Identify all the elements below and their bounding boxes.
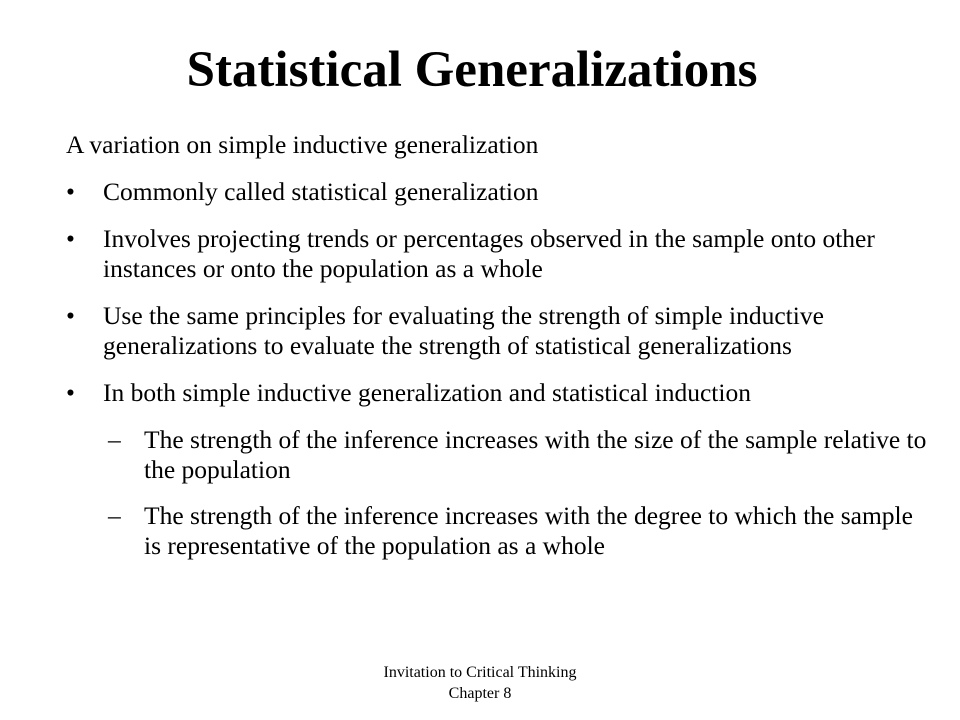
sub-bullet-marker: – <box>108 425 121 454</box>
slide-body <box>66 130 936 577</box>
footer-book-title: Invitation to Critical Thinking <box>383 664 577 681</box>
sub-bullet-text: The strength of the inference increases with the size of the sample relative to the population <box>144 425 927 484</box>
bullet-marker: • <box>66 177 75 206</box>
bullet-text: In both simple inductive generalization and statistical induction <box>103 378 751 407</box>
bullet-marker: • <box>66 301 75 330</box>
slide-title: Statistical Generalizations <box>186 42 758 98</box>
bullet-text: Involves projecting trends or percentages observed in the sample onto other instances or onto the population as a whole <box>103 224 875 283</box>
bullet-marker: • <box>66 378 75 407</box>
intro-text: A variation on simple inductive generalization <box>66 130 539 159</box>
bullet-marker: • <box>66 224 75 253</box>
bullet-item <box>66 301 936 361</box>
bullet-item <box>66 177 936 207</box>
slide-footer <box>300 662 660 704</box>
bullet-item <box>66 378 936 408</box>
sub-bullet-item <box>66 501 936 561</box>
sub-bullet-item <box>66 425 936 485</box>
bullet-text: Use the same principles for evaluating the strength of simple inductive generalizations to evaluate the strength of statistical generalizations <box>103 301 824 360</box>
sub-bullet-text: The strength of the inference increases with the degree to which the sample is representative of the population as a whole <box>144 501 913 560</box>
sub-bullet-marker: – <box>108 501 121 530</box>
bullet-text: Commonly called statistical generalization <box>103 177 539 206</box>
bullet-item <box>66 224 936 284</box>
footer-chapter: Chapter 8 <box>448 685 512 702</box>
